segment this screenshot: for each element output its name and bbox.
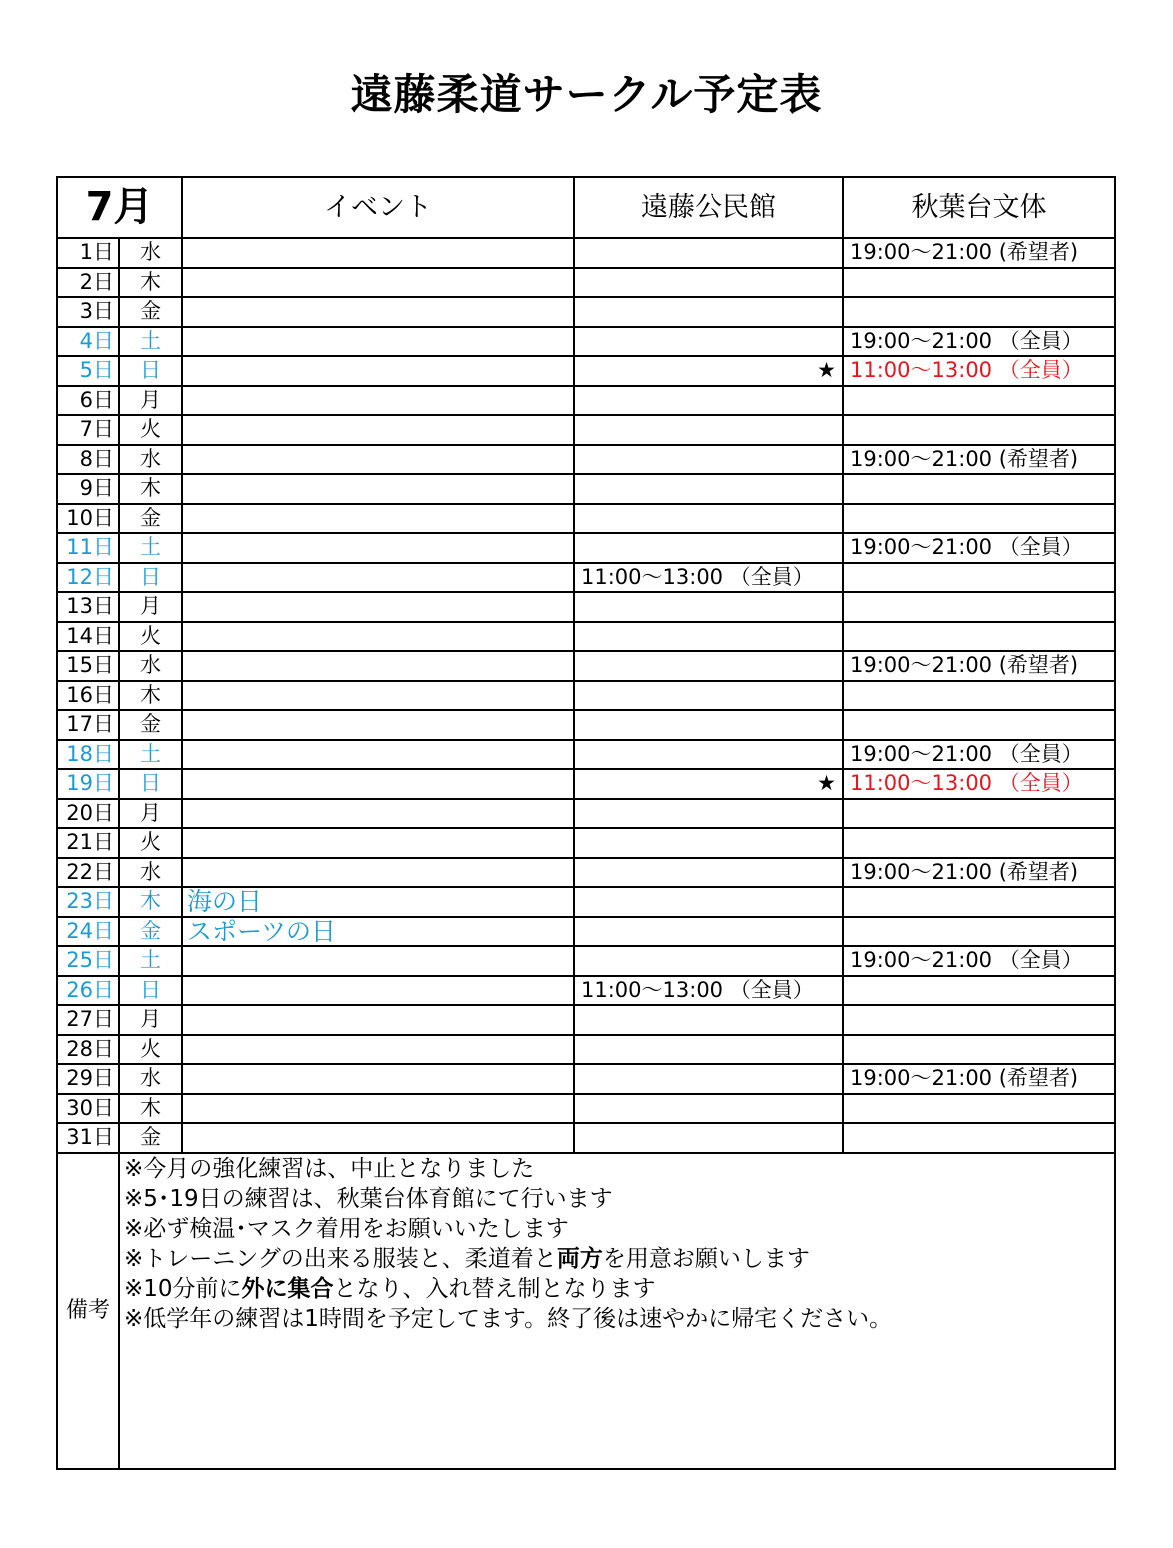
date-cell: 3日	[57, 297, 119, 327]
akiba-cell: 19:00～21:00 (希望者)	[843, 1064, 1115, 1094]
event-cell	[182, 622, 574, 652]
day-row	[57, 976, 1115, 1006]
notes-body	[119, 1153, 1115, 1469]
day-row	[57, 858, 1115, 888]
weekday-cell: 日	[119, 769, 182, 799]
weekday-cell: 日	[119, 563, 182, 593]
date-cell: 17日	[57, 710, 119, 740]
day-row	[57, 1035, 1115, 1065]
event-cell	[182, 415, 574, 445]
event-cell	[182, 976, 574, 1006]
event-cell	[182, 327, 574, 357]
endo-cell	[574, 710, 843, 740]
weekday-cell: 木	[119, 1094, 182, 1124]
day-row	[57, 327, 1115, 357]
event-cell	[182, 1005, 574, 1035]
event-cell	[182, 356, 574, 386]
akiba-cell	[843, 415, 1115, 445]
date-cell: 25日	[57, 946, 119, 976]
note-text: となり、入れ替え制となります	[333, 1275, 656, 1302]
day-row	[57, 415, 1115, 445]
endo-cell	[574, 946, 843, 976]
date-cell: 23日	[57, 887, 119, 917]
endo-cell	[574, 1064, 843, 1094]
weekday-cell: 木	[119, 681, 182, 711]
akiba-cell	[843, 1123, 1115, 1153]
akiba-cell: 19:00～21:00 （全員）	[843, 946, 1115, 976]
weekday-cell: 水	[119, 445, 182, 475]
month-header: 7月	[57, 177, 182, 238]
akiba-cell	[843, 710, 1115, 740]
akiba-cell	[843, 1035, 1115, 1065]
day-row	[57, 297, 1115, 327]
endo-header: 遠藤公民館	[574, 177, 843, 238]
note-line	[124, 1244, 1114, 1274]
event-cell	[182, 386, 574, 416]
date-cell: 26日	[57, 976, 119, 1006]
akiba-cell: 19:00～21:00 （全員）	[843, 327, 1115, 357]
date-cell: 8日	[57, 445, 119, 475]
day-row	[57, 1064, 1115, 1094]
day-row	[57, 474, 1115, 504]
weekday-cell: 土	[119, 740, 182, 770]
endo-cell: 11:00～13:00 （全員）	[574, 976, 843, 1006]
weekday-cell: 土	[119, 533, 182, 563]
endo-cell	[574, 1094, 843, 1124]
akiba-cell	[843, 1094, 1115, 1124]
akiba-cell	[843, 828, 1115, 858]
endo-cell	[574, 622, 843, 652]
event-header: イベント	[182, 177, 574, 238]
note-emphasis: 両方	[556, 1245, 603, 1272]
note-line	[124, 1274, 1114, 1304]
date-cell: 15日	[57, 651, 119, 681]
schedule-table	[56, 176, 1116, 1470]
endo-cell	[574, 917, 843, 947]
endo-cell	[574, 268, 843, 298]
day-row	[57, 533, 1115, 563]
endo-cell	[574, 415, 843, 445]
event-cell: スポーツの日	[182, 917, 574, 947]
date-cell: 18日	[57, 740, 119, 770]
akiba-cell	[843, 297, 1115, 327]
weekday-cell: 木	[119, 887, 182, 917]
weekday-cell: 金	[119, 1123, 182, 1153]
akiba-header: 秋葉台文体	[843, 177, 1115, 238]
note-text: ※必ず検温･マスク着用をお願いいたします	[124, 1215, 569, 1242]
day-row	[57, 1005, 1115, 1035]
akiba-cell: 19:00～21:00 （全員）	[843, 533, 1115, 563]
date-cell: 24日	[57, 917, 119, 947]
weekday-cell: 月	[119, 1005, 182, 1035]
date-cell: 11日	[57, 533, 119, 563]
day-row	[57, 268, 1115, 298]
event-cell	[182, 858, 574, 888]
event-cell	[182, 297, 574, 327]
date-cell: 27日	[57, 1005, 119, 1035]
date-cell: 29日	[57, 1064, 119, 1094]
note-text: ※今月の強化練習は、中止となりました	[124, 1155, 535, 1182]
event-cell	[182, 238, 574, 268]
note-line	[124, 1154, 1114, 1184]
date-cell: 9日	[57, 474, 119, 504]
endo-cell	[574, 533, 843, 563]
event-cell	[182, 268, 574, 298]
weekday-cell: 金	[119, 710, 182, 740]
weekday-cell: 月	[119, 386, 182, 416]
akiba-cell	[843, 386, 1115, 416]
event-cell	[182, 563, 574, 593]
day-row	[57, 651, 1115, 681]
event-cell	[182, 740, 574, 770]
weekday-cell: 土	[119, 946, 182, 976]
day-row	[57, 1094, 1115, 1124]
page-title: 遠藤柔道サークル予定表	[350, 70, 823, 119]
weekday-cell: 金	[119, 297, 182, 327]
weekday-cell: 水	[119, 858, 182, 888]
akiba-cell: 11:00～13:00 （全員）	[843, 769, 1115, 799]
date-cell: 4日	[57, 327, 119, 357]
akiba-cell	[843, 592, 1115, 622]
day-row	[57, 1123, 1115, 1153]
akiba-cell: 19:00～21:00 (希望者)	[843, 238, 1115, 268]
day-row	[57, 386, 1115, 416]
event-cell	[182, 592, 574, 622]
day-row	[57, 917, 1115, 947]
date-cell: 31日	[57, 1123, 119, 1153]
endo-cell	[574, 681, 843, 711]
endo-cell	[574, 297, 843, 327]
endo-cell	[574, 445, 843, 475]
event-cell	[182, 474, 574, 504]
day-row	[57, 769, 1115, 799]
weekday-cell: 月	[119, 799, 182, 829]
day-row	[57, 563, 1115, 593]
event-cell	[182, 946, 574, 976]
endo-cell	[574, 1035, 843, 1065]
day-row	[57, 799, 1115, 829]
date-cell: 30日	[57, 1094, 119, 1124]
event-cell	[182, 1094, 574, 1124]
date-cell: 19日	[57, 769, 119, 799]
akiba-cell	[843, 887, 1115, 917]
date-cell: 21日	[57, 828, 119, 858]
date-cell: 13日	[57, 592, 119, 622]
day-row	[57, 828, 1115, 858]
endo-cell	[574, 740, 843, 770]
note-line	[124, 1184, 1114, 1214]
note-line	[124, 1304, 1114, 1334]
day-row	[57, 504, 1115, 534]
akiba-cell: 19:00～21:00 (希望者)	[843, 651, 1115, 681]
date-cell: 22日	[57, 858, 119, 888]
endo-cell	[574, 1005, 843, 1035]
date-cell: 5日	[57, 356, 119, 386]
endo-cell	[574, 386, 843, 416]
akiba-cell	[843, 622, 1115, 652]
day-row	[57, 445, 1115, 475]
endo-cell: ★	[574, 356, 843, 386]
event-cell	[182, 681, 574, 711]
endo-cell	[574, 474, 843, 504]
date-cell: 2日	[57, 268, 119, 298]
endo-cell	[574, 592, 843, 622]
weekday-cell: 火	[119, 828, 182, 858]
akiba-cell	[843, 563, 1115, 593]
event-cell	[182, 445, 574, 475]
akiba-cell	[843, 268, 1115, 298]
note-text: ※低学年の練習は1時間を予定してます。終了後は速やかに帰宅ください。	[124, 1305, 893, 1332]
akiba-cell: 19:00～21:00 (希望者)	[843, 445, 1115, 475]
note-text: ※5･19日の練習は、秋葉台体育館にて行います	[124, 1185, 613, 1212]
weekday-cell: 水	[119, 238, 182, 268]
date-cell: 16日	[57, 681, 119, 711]
event-cell	[182, 769, 574, 799]
weekday-cell: 火	[119, 415, 182, 445]
event-cell: 海の日	[182, 887, 574, 917]
note-emphasis: 外に集合	[241, 1275, 334, 1302]
date-cell: 10日	[57, 504, 119, 534]
event-cell	[182, 828, 574, 858]
event-cell	[182, 799, 574, 829]
akiba-cell	[843, 474, 1115, 504]
weekday-cell: 水	[119, 1064, 182, 1094]
day-row	[57, 238, 1115, 268]
day-row	[57, 946, 1115, 976]
day-row	[57, 356, 1115, 386]
event-cell	[182, 1123, 574, 1153]
day-row	[57, 740, 1115, 770]
note-line	[124, 1214, 1114, 1244]
endo-cell: 11:00～13:00 （全員）	[574, 563, 843, 593]
akiba-cell	[843, 976, 1115, 1006]
weekday-cell: 水	[119, 651, 182, 681]
endo-cell	[574, 799, 843, 829]
day-row	[57, 622, 1115, 652]
endo-cell	[574, 504, 843, 534]
endo-cell	[574, 327, 843, 357]
weekday-cell: 日	[119, 356, 182, 386]
event-cell	[182, 504, 574, 534]
date-cell: 20日	[57, 799, 119, 829]
day-row	[57, 887, 1115, 917]
akiba-cell: 19:00～21:00 （全員）	[843, 740, 1115, 770]
header-row	[57, 177, 1115, 238]
date-cell: 1日	[57, 238, 119, 268]
akiba-cell	[843, 1005, 1115, 1035]
day-row	[57, 592, 1115, 622]
date-cell: 6日	[57, 386, 119, 416]
weekday-cell: 土	[119, 327, 182, 357]
event-cell	[182, 651, 574, 681]
weekday-cell: 金	[119, 504, 182, 534]
weekday-cell: 日	[119, 976, 182, 1006]
day-row	[57, 681, 1115, 711]
akiba-cell	[843, 917, 1115, 947]
weekday-cell: 木	[119, 474, 182, 504]
weekday-cell: 金	[119, 917, 182, 947]
notes-label: 備考	[57, 1153, 119, 1469]
notes-row	[57, 1153, 1115, 1469]
endo-cell	[574, 858, 843, 888]
note-text: ※トレーニングの出来る服装と、柔道着と	[124, 1245, 557, 1272]
date-cell: 12日	[57, 563, 119, 593]
date-cell: 7日	[57, 415, 119, 445]
note-text: を用意お願いします	[602, 1245, 810, 1272]
weekday-cell: 月	[119, 592, 182, 622]
date-cell: 14日	[57, 622, 119, 652]
endo-cell: ★	[574, 769, 843, 799]
event-cell	[182, 1035, 574, 1065]
akiba-cell: 19:00～21:00 (希望者)	[843, 858, 1115, 888]
weekday-cell: 火	[119, 622, 182, 652]
endo-cell	[574, 828, 843, 858]
akiba-cell	[843, 681, 1115, 711]
date-cell: 28日	[57, 1035, 119, 1065]
endo-cell	[574, 651, 843, 681]
note-text: ※10分前に	[124, 1275, 242, 1302]
event-cell	[182, 710, 574, 740]
day-row	[57, 710, 1115, 740]
event-cell	[182, 1064, 574, 1094]
akiba-cell: 11:00～13:00 （全員）	[843, 356, 1115, 386]
akiba-cell	[843, 799, 1115, 829]
endo-cell	[574, 887, 843, 917]
event-cell	[182, 533, 574, 563]
akiba-cell	[843, 504, 1115, 534]
endo-cell	[574, 238, 843, 268]
weekday-cell: 木	[119, 268, 182, 298]
weekday-cell: 火	[119, 1035, 182, 1065]
endo-cell	[574, 1123, 843, 1153]
